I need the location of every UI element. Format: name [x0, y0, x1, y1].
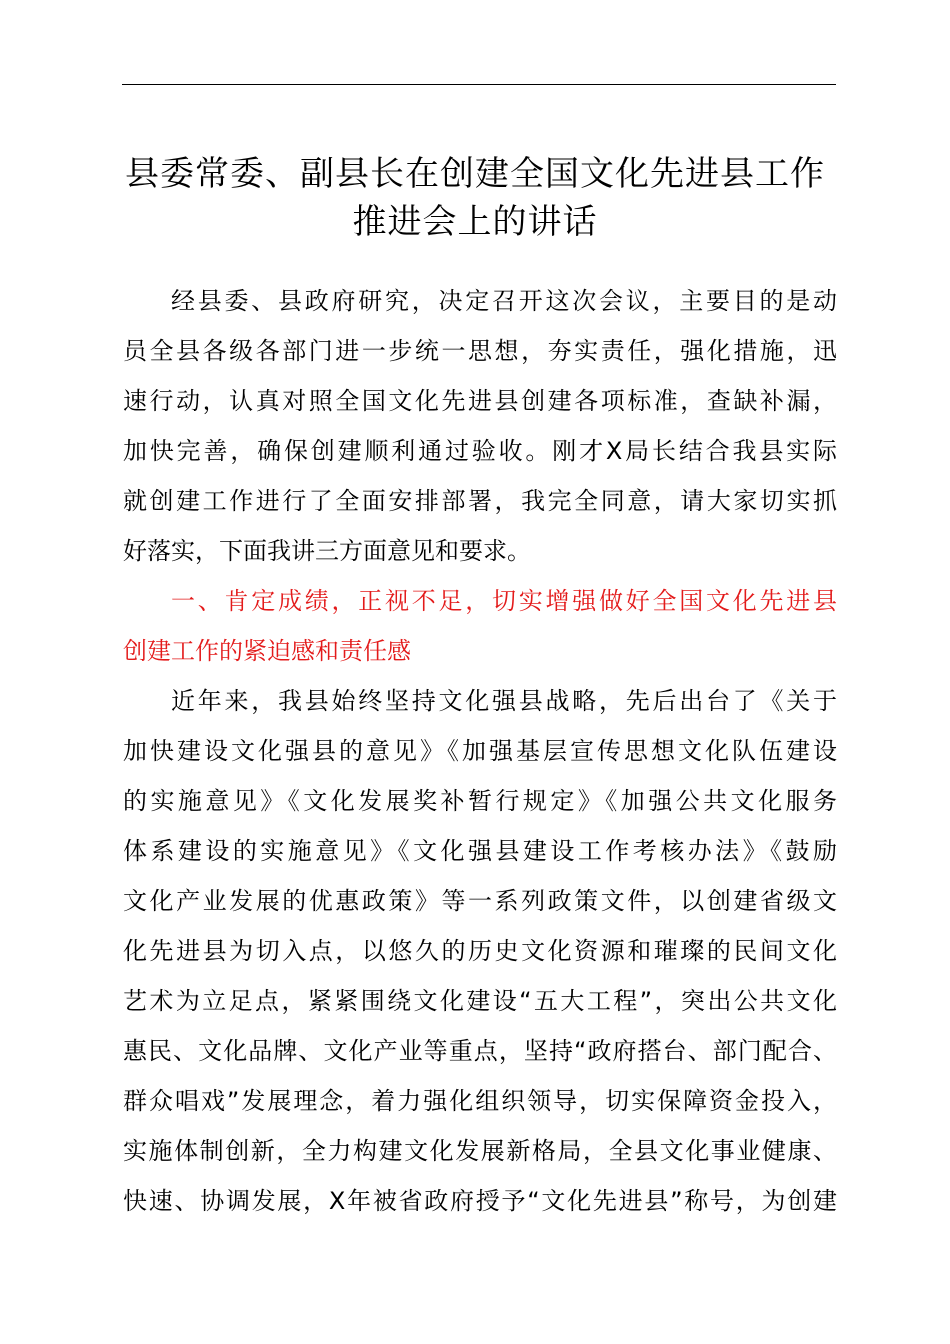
paragraph-line: 就创建工作进行了全面安排部署，我完全同意，请大家切实抓: [123, 487, 837, 515]
paragraph-line: 经县委、县政府研究，决定召开这次会议，主要目的是动: [171, 287, 837, 315]
paragraph-line: 加快完善，确保创建顺利通过验收。刚才X局长结合我县实际: [123, 437, 837, 465]
paragraph-line: 速行动，认真对照全国文化先进县创建各项标准，查缺补漏，: [123, 387, 837, 415]
paragraph-line: 员全县各级各部门进一步统一思想，夯实责任，强化措施，迅: [123, 337, 837, 365]
paragraph-line: 加快建设文化强县的意见》《加强基层宣传思想文化队伍建设: [123, 737, 837, 765]
heading-line: 一、肯定成绩，正视不足，切实增强做好全国文化先进县: [171, 587, 837, 615]
paragraph-line: 化先进县为切入点，以悠久的历史文化资源和璀璨的民间文化: [123, 937, 837, 965]
header-rule: [122, 84, 836, 85]
paragraph-achievements: [123, 676, 837, 1226]
paragraph-line: 快速、协调发展，X年被省政府授予“文化先进县”称号，为创建: [123, 1187, 837, 1215]
paragraph-line: 体系建设的实施意见》《文化强县建设工作考核办法》《鼓励: [123, 837, 837, 865]
heading-line: 创建工作的紧迫感和责任感: [123, 637, 411, 665]
paragraph-line: 文化产业发展的优惠政策》等一系列政策文件，以创建省级文: [123, 887, 837, 915]
paragraph-line: 近年来，我县始终坚持文化强县战略，先后出台了《关于: [171, 687, 837, 715]
document-body: [123, 276, 837, 1226]
paragraph-line: 的实施意见》《文化发展奖补暂行规定》《加强公共文化服务: [123, 787, 837, 815]
document-title-line-1: 县委常委、副县长在创建全国文化先进县工作: [125, 154, 825, 194]
paragraph-line: 艺术为立足点，紧紧围绕文化建设“五大工程”，突出公共文化: [123, 987, 837, 1015]
document-title-line-2: 推进会上的讲话: [352, 202, 598, 242]
paragraph-line: 好落实，下面我讲三方面意见和要求。: [123, 537, 531, 565]
paragraph-line: 群众唱戏”发展理念，着力强化组织领导，切实保障资金投入，: [123, 1087, 837, 1115]
paragraph-line: 实施体制创新，全力构建文化发展新格局，全县文化事业健康、: [123, 1137, 837, 1165]
section-heading-1: [123, 576, 837, 676]
paragraph-line: 惠民、文化品牌、文化产业等重点，坚持“政府搭台、部门配合、: [123, 1037, 837, 1065]
paragraph-intro: [123, 276, 837, 576]
